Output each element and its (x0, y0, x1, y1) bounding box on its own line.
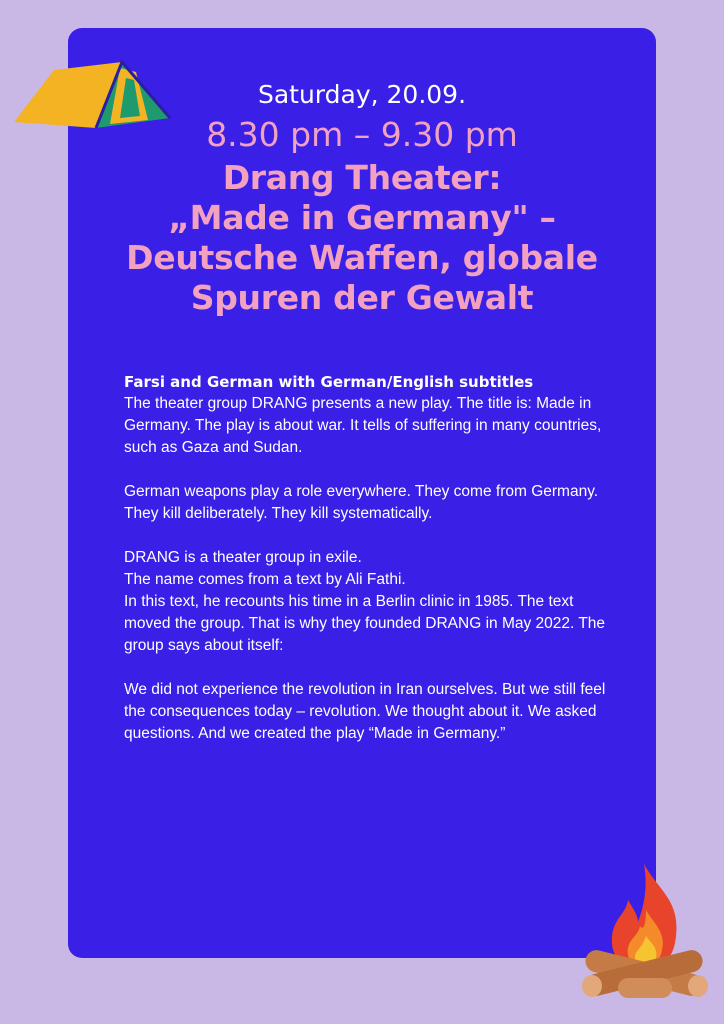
paragraph: The theater group DRANG presents a new play. The title is: Made in Germany. The play is about war. It tells of suffering in many countries, such as Gaza and Sudan. (124, 395, 602, 456)
paragraph (124, 547, 612, 657)
paragraph-line: The name comes from a text by Ali Fathi. (124, 571, 406, 588)
paragraph: We did not experience the revolution in Iran ourselves. But we still feel the consequences today – revolution. We thought about it. We asked questions. And we created the play “Made in Germany.” (124, 681, 606, 742)
title-line: „Made in Germany" – (168, 198, 556, 237)
event-header (0, 80, 724, 318)
paragraph: German weapons play a role everywhere. They come from Germany. They kill deliberately. They kill systematically. (124, 483, 599, 522)
event-time: 8.30 pm – 9.30 pm (206, 115, 518, 154)
event-title (0, 158, 724, 318)
paragraph-line: In this text, he recounts his time in a Berlin clinic in 1985. The text moved the group. That is why they founded DRANG in May 2022. The group says about itself: (124, 593, 606, 654)
title-line: Deutsche Waffen, globale (126, 238, 598, 277)
event-description (124, 372, 612, 767)
campfire-icon (578, 860, 712, 1004)
title-line: Drang Theater: (222, 158, 502, 197)
title-line: Spuren der Gewalt (190, 278, 534, 317)
event-date: Saturday, 20.09. (257, 80, 467, 109)
language-subheading: Farsi and German with German/English subtitles (124, 373, 534, 391)
paragraph-line: DRANG is a theater group in exile. (124, 549, 362, 566)
